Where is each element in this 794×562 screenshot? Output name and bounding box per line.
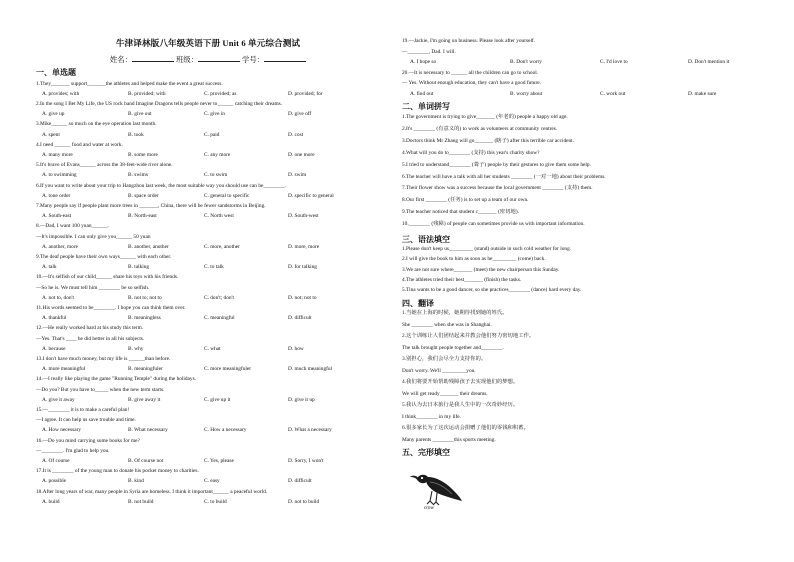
translation-line: 1.当她在上海的时候，她期待找到她的姓氏。 [402,310,508,316]
spelling-question: 5.I tried to understand________ (聋子) people by their gestures to give them some help. [402,161,591,168]
answer-option[interactable]: A. many more [42,151,73,158]
crow-illustration-icon [406,463,464,509]
answer-option[interactable]: D. make sure [688,90,717,97]
translation-line: We will get ready_______ their dreams. [402,390,488,397]
question-text: 8.—Dad, I want 100 yuan______. [36,223,109,230]
question-text: 5.It's brave of Evans______ across the 38-feet-wide river alone. [36,162,173,169]
question-text: 14.—I really like playing the game "Running Temple" during the holidays. [36,376,197,383]
answer-option[interactable]: D. difficult [288,478,312,485]
answer-option[interactable]: C. to talk [204,264,224,271]
answer-option[interactable]: B. space order [128,192,159,199]
answer-option[interactable]: A. tone order [42,192,71,199]
question-text: 17.It is ________ of the young man to donate his pocket money to charities. [36,468,199,475]
answer-option[interactable]: C. more meaningfuler [204,366,252,373]
figure-caption: crow [424,506,434,511]
answer-option[interactable]: D. give it up [288,396,315,403]
translation-line: 4.我们将要开始帮助残障孩子去实现他们的梦想。 [402,379,519,385]
answer-option[interactable]: A. South-east [42,213,72,220]
answer-option[interactable]: D. much meaningful [288,366,333,373]
spelling-question: 9.The teacher noticed that student c_______ (密切地). [402,209,519,216]
question-text: 7.Many people say if people plant more trees in _______, China, there will be fewer sandstorms in Beijing. [36,202,266,209]
translation-line: 3.别担心，我们会尽全力支持你的。 [402,356,487,362]
name-field[interactable] [132,56,174,62]
answer-option[interactable]: D. provided; for [288,90,323,97]
name-label: 姓名： [109,55,133,64]
answer-option[interactable]: A. not to, don't [42,294,74,301]
answer-option[interactable]: C. give up it [204,396,231,403]
student-info [36,54,380,65]
answer-option[interactable]: C. to build [204,498,227,505]
translation-line: 6.很多家长为了这次运动会捐赠了他们的零钱和积蓄。 [402,425,529,431]
answer-option[interactable]: A. more meaningful [42,366,86,373]
answer-option[interactable]: A. thankful [42,315,67,322]
answer-option[interactable]: D. more, more [288,243,320,250]
grammar-question: 4.The athletes tried their best_______ (finish) the tasks. [402,276,522,283]
answer-option[interactable]: D. cost [288,131,304,138]
page-title: 牛津译林版八年级英语下册 Unit 6 单元综合测试 [115,38,301,48]
answer-option[interactable]: C. work out [600,90,626,97]
answer-option[interactable]: B. why [128,345,144,352]
answer-option[interactable]: D. not to build [288,498,320,505]
answer-option[interactable]: C. any more [204,151,231,158]
answer-option[interactable]: A. to swimming [42,172,77,179]
question-text: 3.Mike______ so much on the eye operation last month. [36,121,157,128]
question-text: —________, Dad. I will. [402,48,456,55]
spelling-question: 7.Their flower show was a success because the local government ________ (支持) them. [402,185,593,192]
answer-option[interactable]: A. possible [42,478,67,485]
answer-option[interactable]: B. give out [128,111,152,118]
answer-option[interactable]: C. easy [204,478,220,485]
answer-option[interactable]: C. general to specific [204,192,250,199]
answer-option[interactable]: D. Sorry, I won't [288,457,324,464]
question-text: 4.I need ______ food and water at work. [36,141,123,148]
question-text: — Yes. Without enough education, they can't have a good future. [402,80,541,86]
answer-option[interactable]: A. build [42,498,60,505]
answer-option[interactable]: B. Of course not [128,457,164,464]
grammar-question: 5.Tina wants to be a good dancer, so she practices________ (dance) hard every day. [402,287,582,294]
answer-option[interactable]: A. spent [42,131,60,138]
answer-option[interactable]: A. give up [42,111,65,118]
answer-option[interactable]: D. Don't mention it [688,59,730,65]
question-text: —________. I'm glad to help you. [36,447,110,454]
answer-option[interactable]: B. talking [128,264,150,271]
answer-option[interactable]: D. What a necessary [288,427,332,434]
grammar-question: 3.We are not sure where_______ (meet) the new chairperson this Sunday. [402,266,560,273]
spelling-question: 2.It's ________ (有意义的) to work as volunteers at community centres. [402,125,558,132]
answer-option[interactable]: B. another, another [128,243,169,250]
question-text: 20.—It is necessary to ______ all the children can go to school. [402,69,539,76]
spelling-question: 4.What will you do to________ (支持) this year's charity show? [402,149,540,156]
translation-line: Many parents ________this sports meeting. [402,436,496,443]
question-text: 18.After long years of war, many people in Syria are homeless. I think it important______ a peaceful world. [36,488,268,495]
answer-option[interactable]: A. talk [42,264,57,271]
answer-option[interactable]: B. meaningless [128,315,161,322]
answer-option[interactable]: D. how [288,345,304,352]
answer-option[interactable]: B. worry about [510,90,543,97]
section-heading-grammar: 三、语法填空 [402,235,450,244]
question-text: 2.In the song I Bet My Life, the US rock band Imagine Dragons tells people never to______ catching their dreams. [36,100,283,107]
spelling-question: 1.The government is trying to give_______ (年老的) people a happy old age. [402,114,568,120]
question-text: —Do you? But you have to_____ when the new term starts. [36,386,165,393]
answer-option[interactable]: A. provides; with [42,90,80,97]
answer-option[interactable]: B. swims [128,172,148,179]
grammar-question: 2.I will give the book to him as soon as he_________ (come) back. [402,256,546,263]
answer-option[interactable]: B. kind [128,478,144,485]
question-text: 13.I don't have much money, but my life is ______than before. [36,355,171,362]
question-text: 10.—It's selfish of our child______ share his toys with his friends. [36,274,179,281]
answer-option[interactable]: B. not to; not to [128,294,162,301]
question-text: —I agree. It can help us save trouble and time. [36,417,136,424]
answer-option[interactable]: A. I hope so [410,59,437,65]
answer-option[interactable]: D. South-west [288,213,319,220]
answer-option[interactable]: D. one more [288,151,315,158]
answer-option[interactable]: C. provided; as [204,90,237,97]
answer-option[interactable]: B. Don't worry [510,59,542,65]
question-text: 9.The deaf people have their own ways______ with each other. [36,253,172,260]
grammar-question: 1.Please don't keep us_________ (stand) outside in such cold weather for long. [402,246,572,252]
answer-option[interactable]: B. provided; with [128,90,166,97]
translation-line: I think________ in my life. [402,413,461,420]
answer-option[interactable]: C. to swim [204,172,228,179]
question-text: 19.—Jackie, I'm going on business. Please look after yourself. [402,38,536,44]
class-label: 班级： [175,55,199,64]
answer-option[interactable]: D. difficult [288,315,312,322]
answer-option[interactable]: C. meaningful [204,315,235,322]
section-heading-cloze: 五、完形填空 [402,448,450,457]
answer-option[interactable]: B. took [128,131,144,138]
question-text: 12.—He really worked hard at his study this term. [36,325,144,332]
translation-line: The talk brought people together and________. [402,344,504,351]
answer-option[interactable]: D. not; not to [288,294,317,301]
question-text: 15.—________ it is to make a careful plan! [36,406,130,413]
translation-line: She ________ when she was in Shanghai. [402,321,492,328]
number-field[interactable] [264,56,306,62]
answer-option[interactable]: C. don't; don't [204,294,234,301]
question-text: 11.His words seemed to be________. I hope you can think them over. [36,304,186,311]
answer-option[interactable]: C. paid [204,131,220,138]
question-text: —Yes. That's ____ he did better in all his subjects. [36,335,145,342]
spelling-question: 3.Doctors think Mr Zhang will go_______ (瞎子) after this terrible car accident. [402,137,574,144]
number-label: 学号： [241,55,265,64]
answer-option[interactable]: B. not build [128,498,154,505]
answer-option[interactable]: B. give away it [128,396,161,403]
answer-option[interactable]: A. find out [410,90,434,97]
question-text: —So he is. We must tell him ________ be so selfish. [36,284,150,291]
spelling-question: 10.________ (残障) of people can sometimes provide us with important information. [402,221,585,228]
spelling-question: 6.The teacher will have a talk with all her students ________ (一对一地) about their problems. [402,173,606,180]
answer-option[interactable]: C. give in [204,111,225,118]
section-heading-translation: 四、翻译 [402,299,434,308]
translation-line: 5.我认为去日本旅行是我人生中的一次奇妙经历。 [402,402,519,408]
answer-option[interactable]: C. Yes, please [204,457,234,464]
answer-option[interactable]: A. Of course [42,457,70,464]
answer-option[interactable]: D. give off [288,111,312,118]
section-heading-spelling: 二、单词拼写 [402,102,450,111]
question-text: 1.They_______ support_______the athletes and helped make the event a great success. [36,80,223,87]
answer-option[interactable]: D. swim [288,172,307,179]
answer-option[interactable]: A. How necessary [42,427,82,434]
class-field[interactable] [198,56,240,62]
translation-line: 2.这个训练让人们团结起来并教会他们努力密切地工作。 [402,333,535,339]
answer-option[interactable]: B. North-east [128,213,157,220]
spelling-question: 8.Our first ________ (任务) is to set up a team of our own. [402,197,529,204]
answer-option[interactable]: C. North west [204,213,234,220]
answer-option[interactable]: A. because [42,345,66,352]
question-text: —It's impossible. I can only give you______ 50 yuan [36,233,151,240]
answer-option[interactable]: C. How a necessary [204,427,247,434]
answer-option[interactable]: C. I'd love to [600,59,628,65]
answer-option[interactable]: B. meaningfuler [128,366,163,373]
answer-option[interactable]: C. more, another [204,243,240,250]
answer-option[interactable]: D. for talking [288,264,317,271]
question-text: 6.If you want to write about your trip to Hangzhou last week, the most suitable way you should use can be________. [36,182,287,189]
answer-option[interactable]: A. another, more [42,243,78,250]
answer-option[interactable]: B. some more [128,151,158,158]
answer-option[interactable]: D. specific to general [288,192,334,199]
answer-option[interactable]: A. give it away [42,396,75,403]
section-heading-single-choice: 一、单选题 [36,68,76,77]
answer-option[interactable]: B. What necessary [128,427,168,434]
answer-option[interactable]: C. what [204,345,221,352]
translation-line: Don't worry. We'll _________you. [402,367,476,374]
question-text: 16.—Do you mind carrying some books for me? [36,437,140,444]
